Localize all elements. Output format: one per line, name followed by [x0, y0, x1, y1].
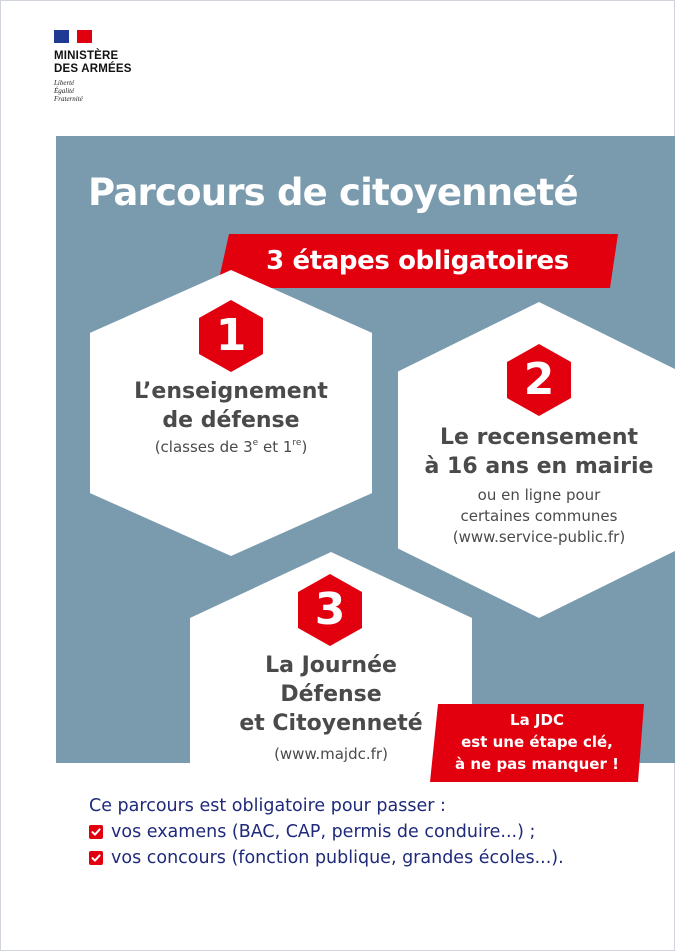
- step-2-heading-line2: à 16 ans en mairie: [424, 454, 654, 479]
- list-item: [89, 845, 659, 871]
- motto-line2: Égalité: [54, 87, 75, 95]
- ministry-logo: [54, 30, 194, 103]
- footer-requirements: [89, 793, 659, 871]
- step-2-detail-line2: certaines communes: [460, 507, 618, 525]
- step-2-heading-line1: Le recensement: [439, 425, 639, 450]
- step-1-heading-line2: de défense: [162, 408, 300, 433]
- step-1-detail-sup2: re: [292, 438, 302, 448]
- ministry-name-line1: MINISTÈRE: [54, 50, 119, 62]
- step-1-detail-suffix: ): [301, 438, 308, 456]
- step-3-heading-line1: La Journée: [265, 653, 397, 678]
- page-title: Parcours de citoyenneté: [88, 171, 578, 214]
- list-item: [89, 819, 659, 845]
- footer-intro: Ce parcours est obligatoire pour passer :: [89, 796, 446, 816]
- step-1-number: 1: [215, 310, 247, 361]
- step-1-detail-sup1: e: [252, 438, 259, 448]
- checkbox-checked-icon: [89, 851, 103, 865]
- footer-item-contests: vos concours (fonction publique, grandes écoles...).: [111, 848, 564, 868]
- step-1-detail: [100, 437, 362, 458]
- step-2-detail-line1: ou en ligne pour: [477, 486, 601, 504]
- ministry-name-line2: DES ARMÉES: [54, 63, 132, 75]
- step-1-heading: [100, 377, 362, 435]
- callout-line1: La JDC: [510, 711, 564, 729]
- step-2-detail: [408, 485, 670, 548]
- step-3-number: 3: [314, 584, 346, 635]
- footer-item-exams: vos examens (BAC, CAP, permis de conduire...) ;: [111, 822, 536, 842]
- step-2-heading: [408, 423, 670, 481]
- jdc-callout-text: [430, 709, 644, 775]
- callout-line3: à ne pas manquer !: [455, 755, 619, 773]
- step-3-detail: [200, 744, 462, 765]
- french-flag-icon: [54, 30, 92, 43]
- motto-line3: Fraternité: [54, 95, 83, 103]
- step-3-detail-line1: (www.majdc.fr): [274, 745, 388, 763]
- step-2-detail-line3: (www.service-public.fr): [452, 528, 626, 546]
- step-1-heading-line1: L’enseignement: [134, 379, 328, 404]
- step-3-heading-line3: et Citoyenneté: [239, 711, 423, 736]
- checkbox-checked-icon: [89, 825, 103, 839]
- subtitle-text: 3 étapes obligatoires: [266, 246, 569, 276]
- step-3-heading: [200, 651, 462, 738]
- step-1-detail-mid: et 1: [258, 438, 293, 456]
- step-2-number: 2: [523, 354, 555, 405]
- motto-line1: Liberté: [54, 79, 75, 87]
- step-1-detail-prefix: (classes de 3: [154, 438, 253, 456]
- republic-motto: [54, 79, 194, 103]
- step-3-heading-line2: Défense: [280, 682, 382, 707]
- callout-line2: est une étape clé,: [461, 733, 613, 751]
- ministry-name: [54, 50, 194, 76]
